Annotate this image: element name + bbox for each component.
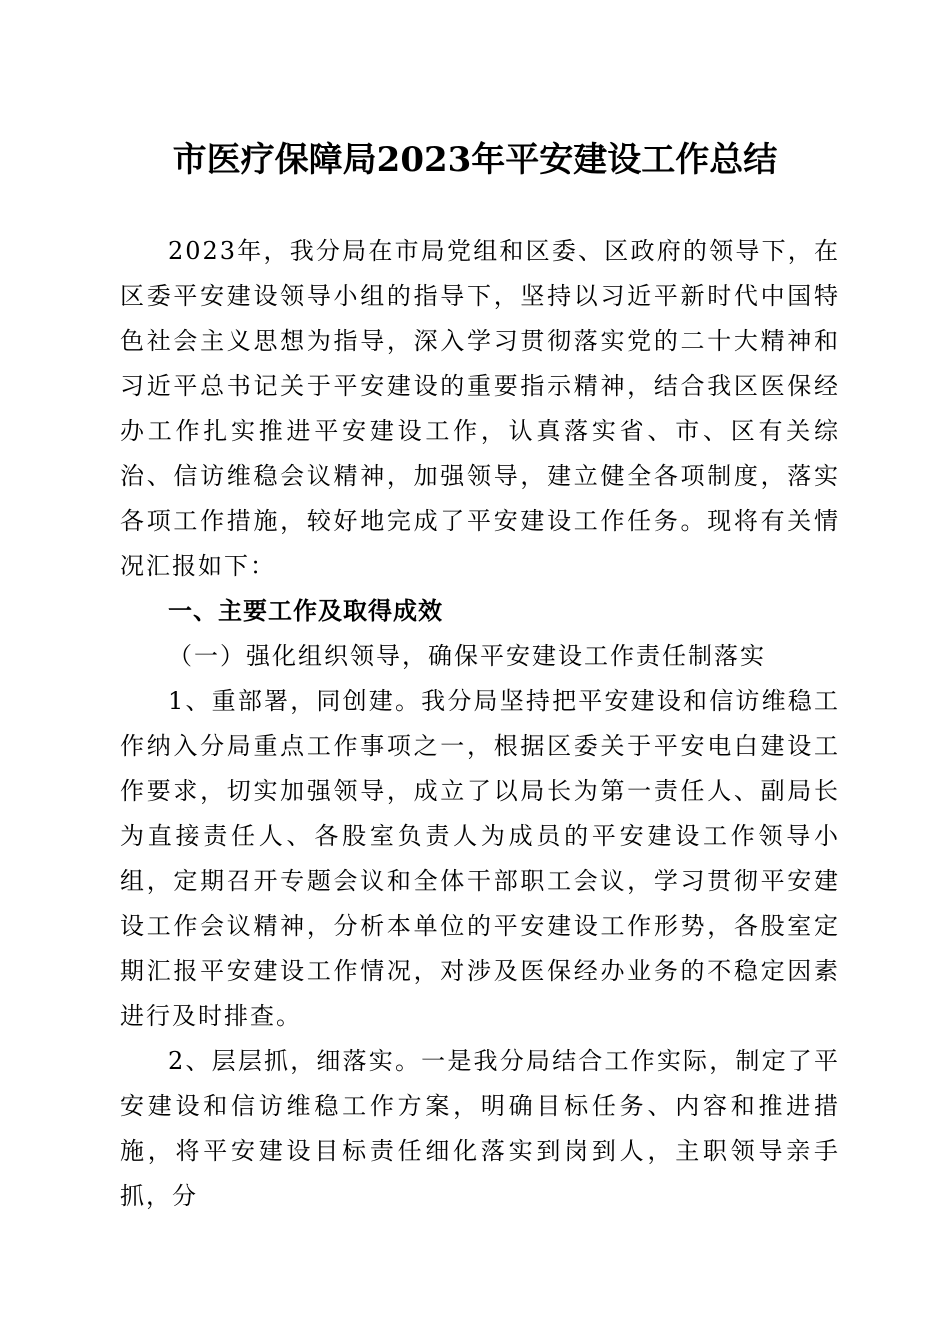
section-heading: 一、主要工作及取得成效 <box>168 597 443 625</box>
item-paragraph-1: 1、重部署，同创建。我分局坚持把平安建设和信访维稳工作纳入分局重点工作事项之一，根据区委关于平安电白建设工作要求，切实加强领导，成立了以局长为第一责任人、副局长为直接责任人、各股室负责人为成员的平安建设工作领导小组，定期召开专题会议和全体干部职工会议，学习贯彻平安建设工作会议精神，分析本单位的平安建设工作形势，各股室定期汇报平安建设工作情况，对涉及医保经办业务的不稳定因素进行及时排查。 <box>120 687 840 1030</box>
subsection-heading: （一）强化组织领导，确保平安建设工作责任制落实 <box>168 642 766 670</box>
intro-paragraph: 2023年，我分局在市局党组和区委、区政府的领导下，在区委平安建设领导小组的指导下，坚持以习近平新时代中国特色社会主义思想为指导，深入学习贯彻落实党的二十大精神和习近平总书记关于平安建设的重要指示精神，结合我区医保经办工作扎实推进平安建设工作，认真落实省、市、区有关综治、信访维稳会议精神，加强领导，建立健全各项制度，落实各项工作措施，较好地完成了平安建设工作任务。现将有关情况汇报如下： <box>120 237 840 580</box>
document-title: 市医疗保障局2023年平安建设工作总结 <box>172 140 778 180</box>
item-paragraph-2: 2、层层抓，细落实。一是我分局结合工作实际，制定了平安建设和信访维稳工作方案，明确目标任务、内容和推进措施，将平安建设目标责任细化落实到岗到人，主职领导亲手抓，分 <box>120 1047 840 1210</box>
document-body <box>120 229 840 1219</box>
